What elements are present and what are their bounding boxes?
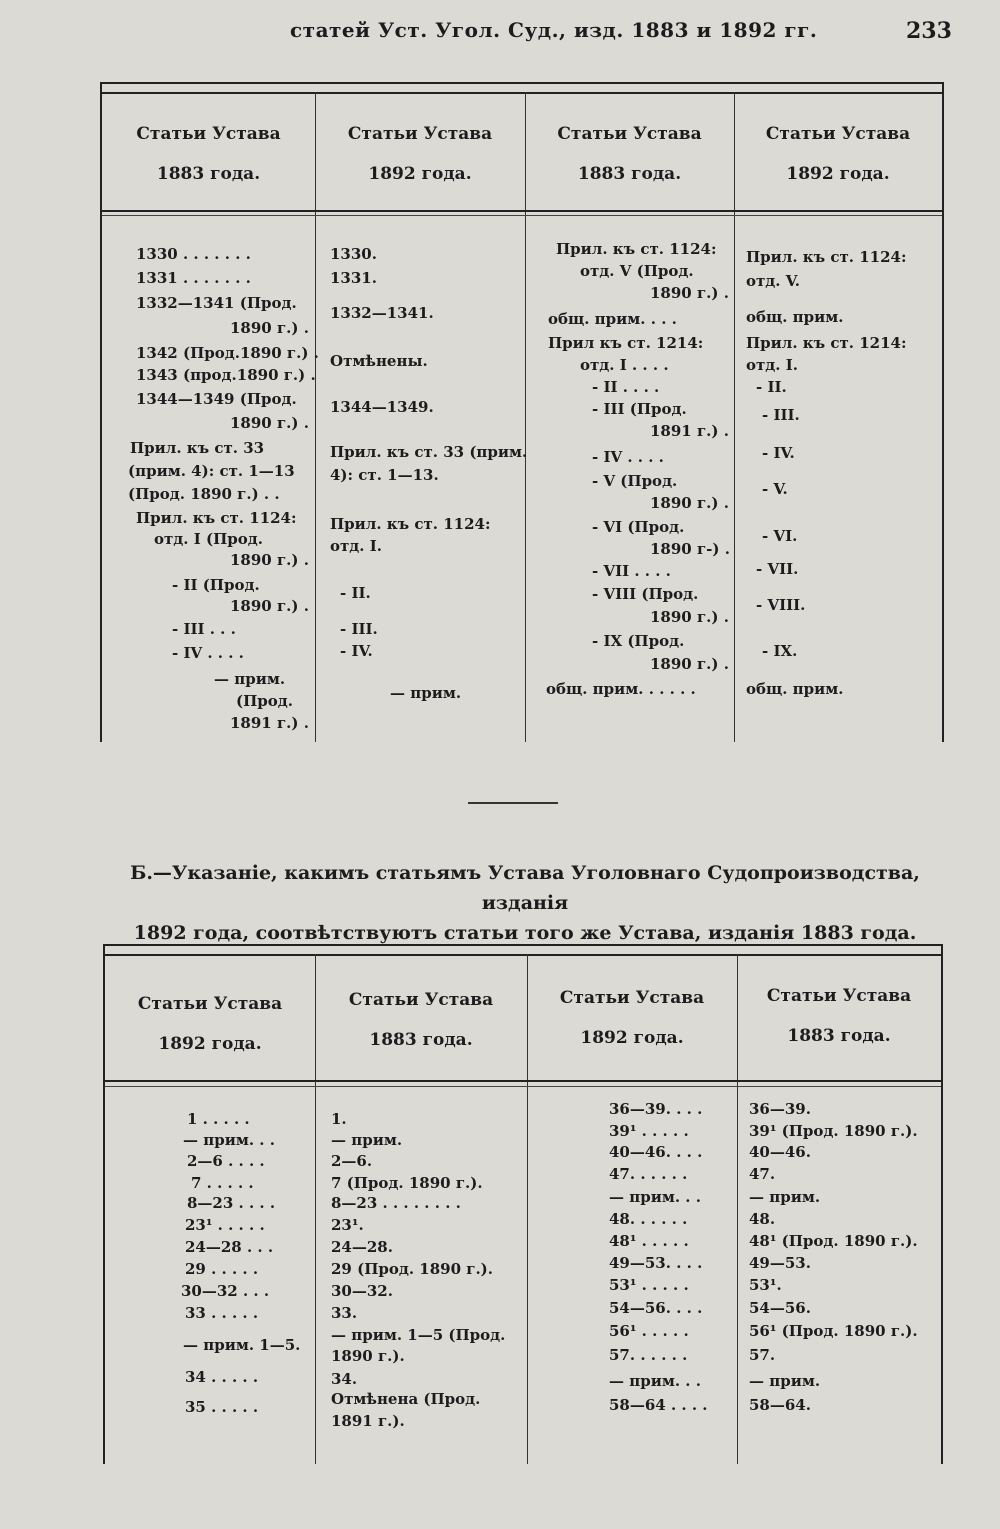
entry: 48. . . . . . [609,1210,688,1228]
entry: общ. прим. [746,680,844,698]
section-separator [468,802,558,804]
entry: 54—56. . . . [609,1299,703,1317]
header-line: Статьи Устава [559,988,705,1008]
header-line: 1883 года. [577,164,682,184]
entry: 57. . . . . . [609,1346,688,1364]
entry: отд. I. [330,537,382,555]
entry: 1890 г.) . [650,655,729,673]
entry: 34. [331,1370,358,1388]
entry: 2—6 . . . . [187,1152,265,1170]
entry: 40—46. . . . [609,1143,703,1161]
entry: 4): ст. 1—13. [330,466,439,484]
column-header-3 [527,978,737,1058]
header-line: Статьи Устава [136,124,281,144]
header-line: 1892 года. [580,1028,684,1048]
header-line: 1892 года. [786,164,890,184]
entry: 56¹ (Прод. 1890 г.). [749,1322,918,1340]
entry: 1331. [330,269,377,287]
entry: - II. [756,378,787,396]
entry: 1 . . . . . [187,1110,250,1128]
table-top-rule [102,92,942,94]
entry: отд. V (Прод. [580,262,694,280]
header-rule [105,1086,941,1087]
entry: - IV . . . . [172,644,244,662]
entry: 33 . . . . . [185,1304,259,1322]
entry: 24—28. [331,1238,393,1256]
column-header-4 [734,114,942,194]
entry: 1330. [330,245,377,263]
entry: Отмѣнены. [330,352,428,370]
entry: — прим. 1—5 (Прод. [331,1326,506,1344]
entry: 1890 г.) . [230,551,309,569]
entry: 2—6. [331,1152,373,1170]
entry: - VIII (Прод. [592,585,699,603]
entry: 48¹ (Прод. 1890 г.). [749,1232,918,1250]
entry: отд. V. [746,272,800,290]
entry: - IV . . . . [592,448,664,466]
entry: - IV. [340,642,373,660]
entry: 1331 . . . . . . . [136,269,251,287]
entry: 56¹ . . . . . [609,1322,689,1340]
entry: - II . . . . [592,378,660,396]
entry: - IX (Прод. [592,632,685,650]
entry: - VII. [756,560,799,578]
entry: 53¹. [749,1276,782,1294]
entry: 1344—1349. [330,398,434,416]
header-line: 1883 года. [369,1030,473,1050]
entry: - III. [340,620,378,638]
entry: 1332—1341. [330,304,434,322]
entry: 49—53. . . . [609,1254,703,1272]
entry: 1891 г.) . [230,714,309,732]
running-title: статей Уст. Угол. Суд., изд. 1883 и 1892 гг. [290,18,818,42]
entry: — прим. . . [609,1188,701,1206]
entry: 1890 г.). [331,1347,405,1365]
entry: 40—46. [749,1143,811,1161]
entry: Прил. къ ст. 1124: [746,248,907,266]
entry: 58—64. [749,1396,811,1414]
entry: — прим. [214,670,286,688]
entry: 58—64 . . . . [609,1396,708,1414]
entry: 29 (Прод. 1890 г.). [331,1260,493,1278]
entry: 48¹ . . . . . [609,1232,689,1250]
entry: Прил къ ст. 1214: [548,334,704,352]
entry: - VIII. [756,596,806,614]
entry: Прил. къ ст. 1124: [136,509,297,527]
column-header-3 [525,114,734,194]
entry: - III . . . [172,620,236,638]
entry: - II (Прод. [172,576,260,594]
entry: 34 . . . . . [185,1368,259,1386]
entry: - V (Прод. [592,472,678,490]
entry: 1332—1341 (Прод. [136,294,297,312]
entry: общ. прим. [746,308,844,326]
entry: 57. [749,1346,776,1364]
entry: 1890 г.) . [230,597,309,615]
entry: Прил. къ ст. 33 [130,439,265,457]
entry: - V. [762,480,788,498]
entry: 39¹ (Прод. 1890 г.). [749,1122,918,1140]
header-line: Статьи Устава [766,986,912,1006]
header-line: Статьи Устава [557,124,702,144]
header-line: Статьи Устава [137,994,283,1014]
concordance-table-a [100,82,944,742]
entry: 29 . . . . . [185,1260,259,1278]
entry: 23¹. [331,1216,364,1234]
entry: 1890 г.) . [650,608,729,626]
entry: — прим. . . [183,1131,275,1149]
entry: 8—23 . . . . [187,1194,276,1212]
header-line: Статьи Устава [765,124,911,144]
entry: 39¹ . . . . . [609,1122,689,1140]
header-line: 1883 года. [787,1026,891,1046]
entry: - VII . . . . [592,562,671,580]
entry: - IX. [762,642,798,660]
entry: 1890 г.) . [230,319,309,337]
header-rule [105,1080,941,1082]
entry: 49—53. [749,1254,811,1272]
entry: - II. [340,584,371,602]
entry: - IV. [762,444,795,462]
entry: 1891 г.) . [650,422,729,440]
header-rule [102,210,942,212]
header-rule [102,215,942,216]
entry: — прим. . . [609,1372,701,1390]
entry: (Прод. 1890 г.) . . [128,485,280,503]
entry: - VI. [762,527,798,545]
entry: 7 (Прод. 1890 г.). [331,1174,483,1192]
section-b-heading [102,858,948,948]
entry: 23¹ . . . . . [185,1216,265,1234]
entry: 1891 г.). [331,1412,405,1430]
header-line: Статьи Устава [347,124,493,144]
page-number: 233 [906,18,952,44]
entry: 24—28 . . . [185,1238,274,1256]
entry: - VI (Прод. [592,518,685,536]
column-header-2 [315,980,527,1060]
entry: 35 . . . . . [185,1398,259,1416]
entry: 53¹ . . . . . [609,1276,689,1294]
entry: 1890 г.) . [650,494,729,512]
header-line: Статьи Устава [348,990,494,1010]
entry: 1. [331,1110,347,1128]
entry: 33. [331,1304,358,1322]
section-heading-line: 1892 года, соотвѣтствуютъ статьи того же Устава, изданія 1883 года. [133,922,917,944]
entry: Прил. къ ст. 1214: [746,334,907,352]
entry: 8—23 . . . . . . . . [331,1194,461,1212]
entry: отд. I . . . . [580,356,669,374]
column-header-1 [105,984,315,1064]
header-line: 1892 года. [368,164,472,184]
entry: 1342 (Прод.1890 г.) . [136,344,319,362]
entry: 36—39. [749,1100,811,1118]
entry: — прим. [390,684,462,702]
entry: общ. прим. . . . . . [546,680,696,698]
entry: — прим. [749,1372,821,1390]
column-header-1 [102,114,315,194]
entry: (Прод. [236,692,293,710]
section-heading-line: Б.—Указаніе, какимъ статьямъ Устава Уголовнаго Судопроизводства, изданія [130,862,920,914]
concordance-table-b [103,944,943,1464]
entry: 1890 г.) . [650,284,729,302]
entry: 47. . . . . . [609,1165,688,1183]
entry: Прил. къ ст. 1124: [330,515,491,533]
header-line: 1892 года. [158,1034,262,1054]
entry: — прим. [749,1188,821,1206]
entry: — прим. 1—5. [183,1336,301,1354]
entry: 1344—1349 (Прод. [136,390,297,408]
entry: - III (Прод. [592,400,687,418]
entry: Прил. къ ст. 1124: [556,240,717,258]
entry: - III. [762,406,800,424]
entry: общ. прим. . . . [548,310,677,328]
entry: 36—39. . . . [609,1100,703,1118]
table-top-rule [105,954,941,956]
entry: 48. [749,1210,776,1228]
entry: отд. I. [746,356,798,374]
entry: 54—56. [749,1299,811,1317]
entry: 7 . . . . . [191,1174,254,1192]
entry: 1343 (прод.1890 г.) . [136,366,316,384]
entry: (прим. 4): ст. 1—13 [128,462,295,480]
entry: — прим. [331,1131,403,1149]
entry: отд. I (Прод. [154,530,263,548]
column-header-2 [315,114,525,194]
entry: 1890 г-) . [650,540,730,558]
entry: 1890 г.) . [230,414,309,432]
entry: 30—32 . . . [181,1282,270,1300]
entry: Прил. къ ст. 33 (прим. [330,443,528,461]
column-header-4 [737,976,941,1056]
entry: Отмѣнена (Прод. [331,1390,481,1408]
entry: 1330 . . . . . . . [136,245,251,263]
entry: 30—32. [331,1282,393,1300]
entry: 47. [749,1165,776,1183]
header-line: 1883 года. [156,164,261,184]
